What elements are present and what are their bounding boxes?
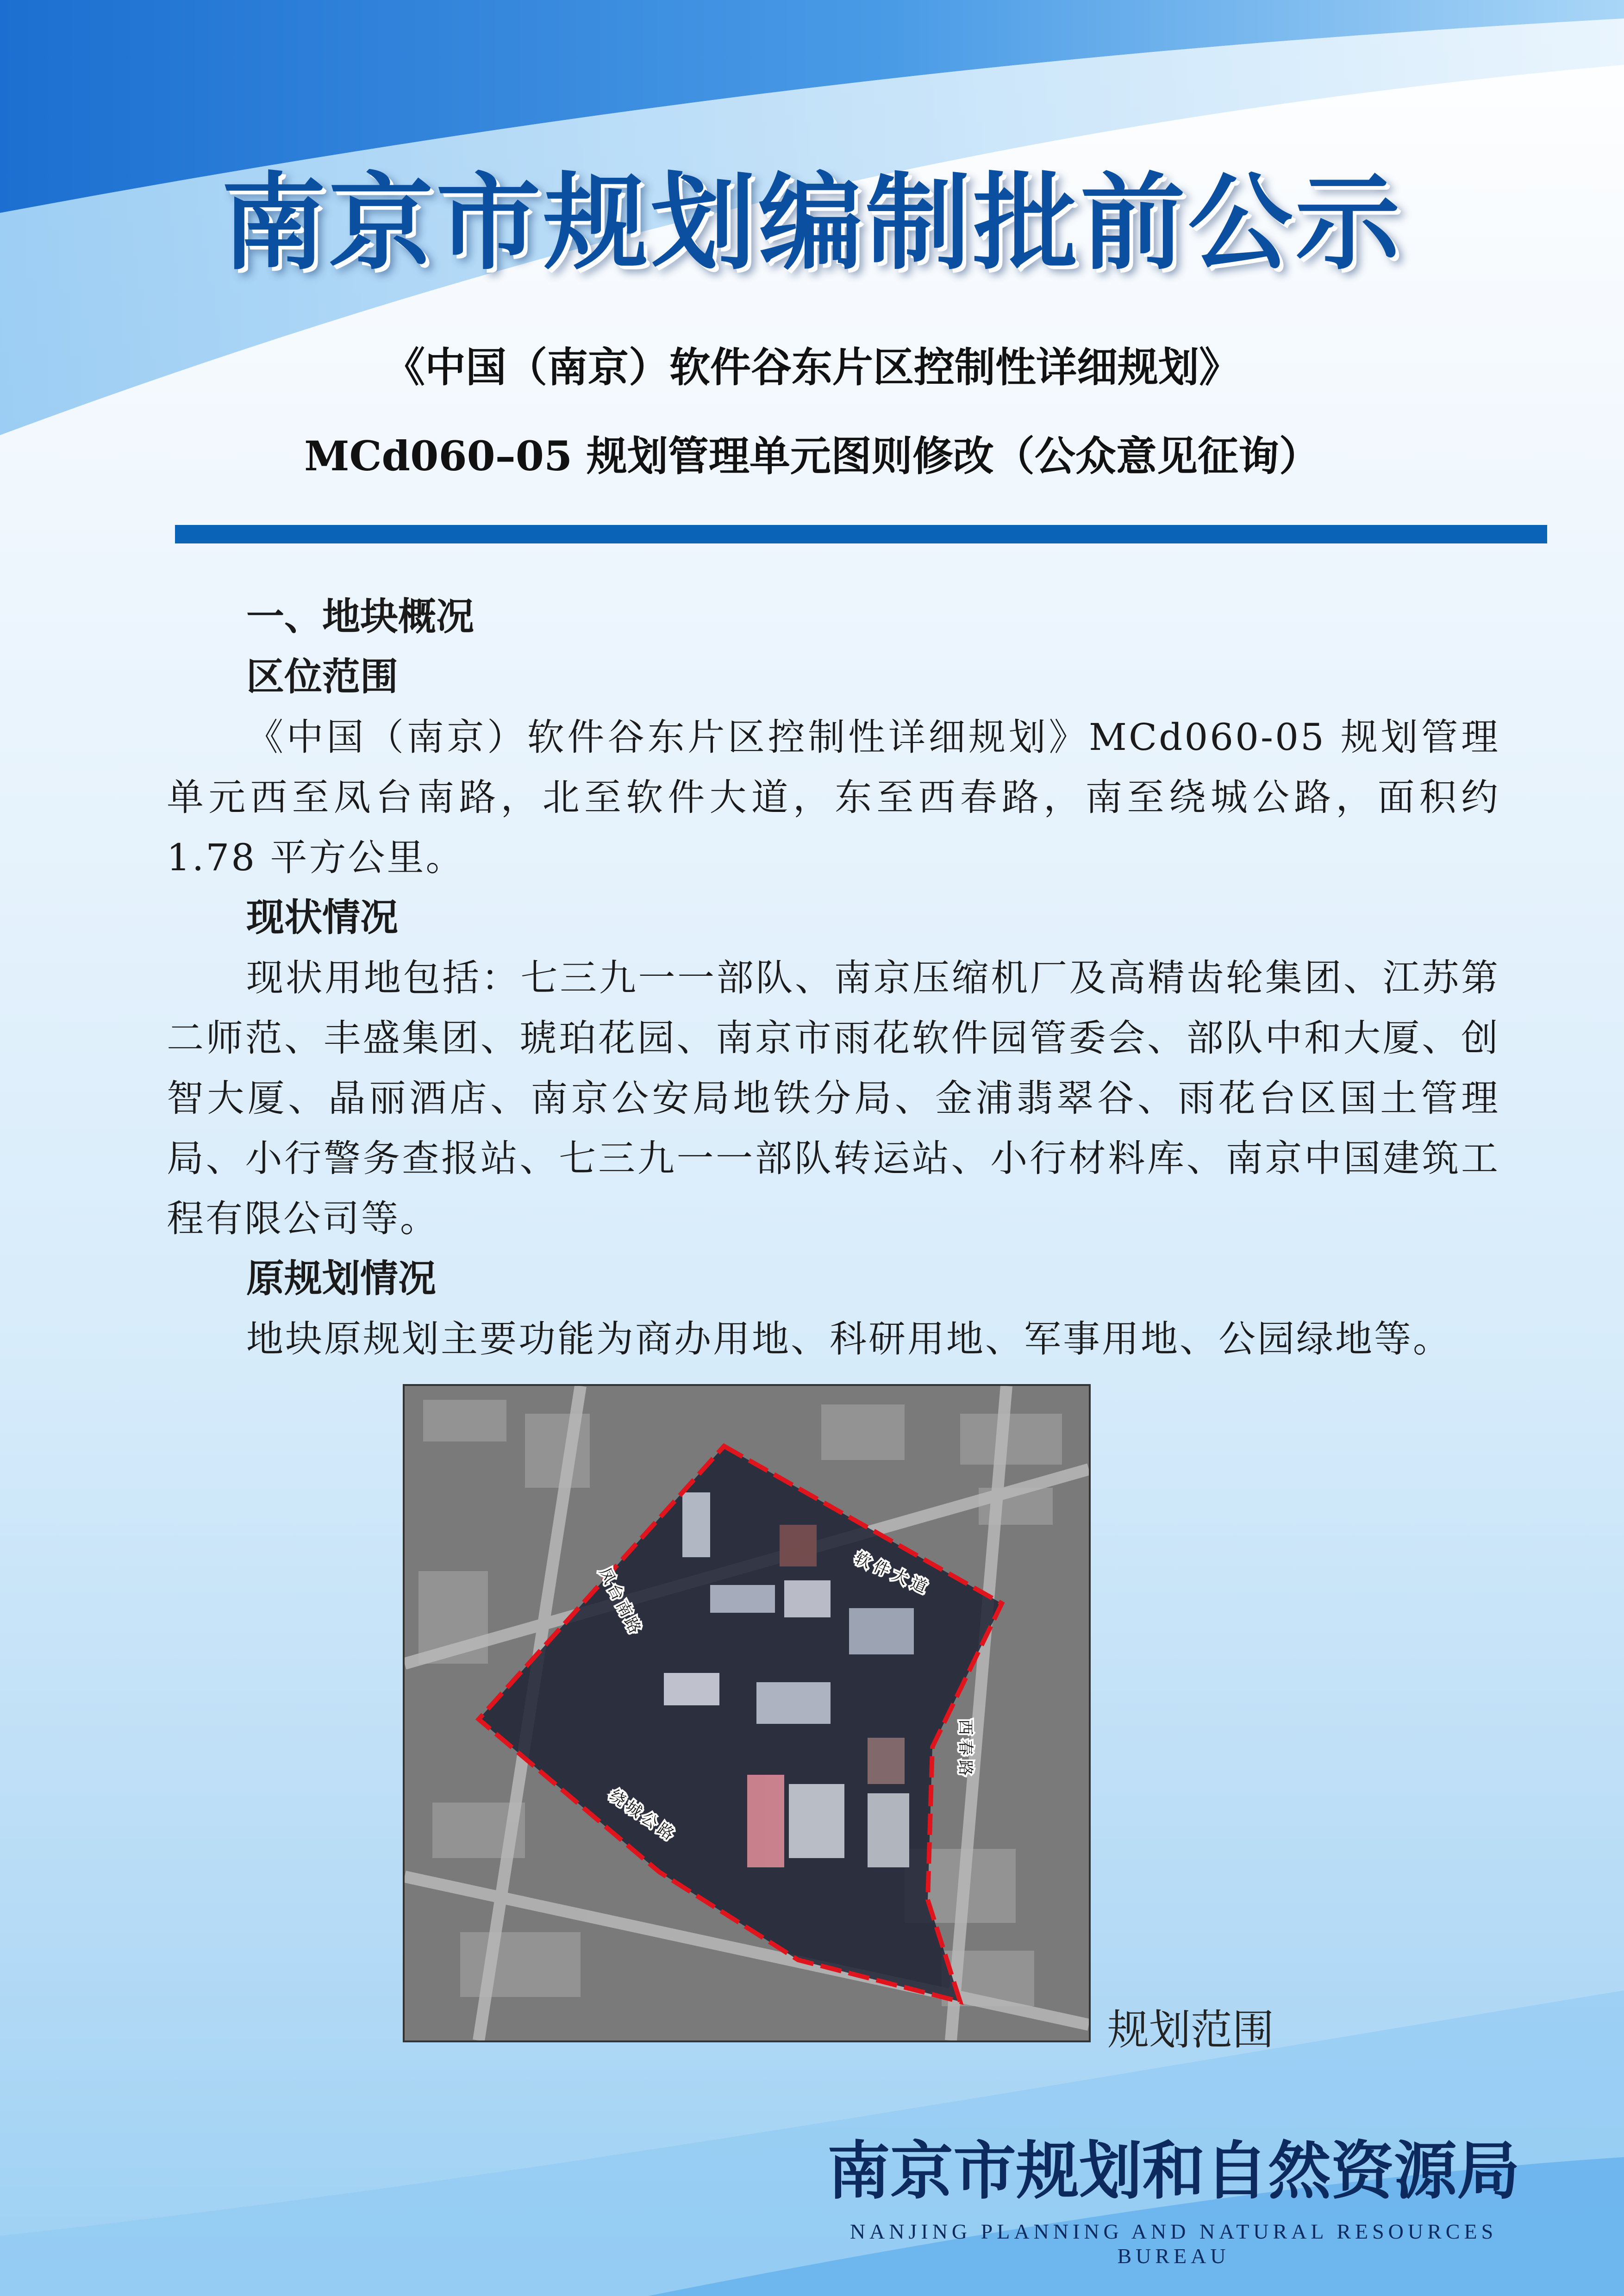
divider-rule bbox=[175, 525, 1547, 543]
bureau-name-cn: 南京市规划和自然资源局 bbox=[827, 2135, 1520, 2208]
section-heading-overview: 一、地块概况 bbox=[246, 595, 475, 639]
paragraph-original-plan: 地块原规划主要功能为商办用地、科研用地、军事用地、公园绿地等。 bbox=[246, 1317, 1452, 1360]
notice-body bbox=[167, 587, 1500, 1369]
road-label-fengtai: 凤台南路 bbox=[595, 1564, 646, 1639]
banner-title: 南京市规划编制批前公示 bbox=[221, 162, 1403, 284]
paragraph-location: 《中国（南京）软件谷东片区控制性详细规划》MCd060-05 规划管理单元西至凤台南路，北至软件大道，东至西春路，南至绕城公路，面积约 1.78 平方公里。 bbox=[167, 716, 1500, 879]
road-label-xichun: 西春路 bbox=[956, 1719, 974, 1780]
road-label-ruanjian: 软件大道 bbox=[852, 1548, 934, 1599]
heading-original-plan: 原规划情况 bbox=[246, 1257, 437, 1301]
bureau-name-en: NANJING PLANNING AND NATURAL RESOURCES BUREAU bbox=[849, 2220, 1498, 2268]
notice-subtitle-unit: MCd060–05 规划管理单元图则修改（公众意见征询） bbox=[304, 432, 1320, 480]
heading-location: 区位范围 bbox=[246, 655, 399, 699]
notice-subtitle-plan: 《中国（南京）软件谷东片区控制性详细规划》 bbox=[384, 343, 1240, 391]
map-caption: 规划范围 bbox=[1107, 2006, 1274, 2054]
aerial-map-image bbox=[405, 1386, 1089, 2040]
road-label-raocheng: 绕城公路 bbox=[606, 1786, 681, 1846]
site-map bbox=[403, 1384, 1091, 2042]
heading-current-status: 现状情况 bbox=[246, 896, 399, 940]
paragraph-current-status: 现状用地包括：七三九一一部队、南京压缩机厂及高精齿轮集团、江苏第二师范、丰盛集团、琥珀花园、南京市雨花软件园管委会、部队中和大厦、创智大厦、晶丽酒店、南京公安局地铁分局、金浦翡翠谷、雨花台区国土管理局、小行警务查报站、七三九一一部队转运站、小行材料库、南京中国建筑工程有限公司等。 bbox=[167, 956, 1500, 1240]
